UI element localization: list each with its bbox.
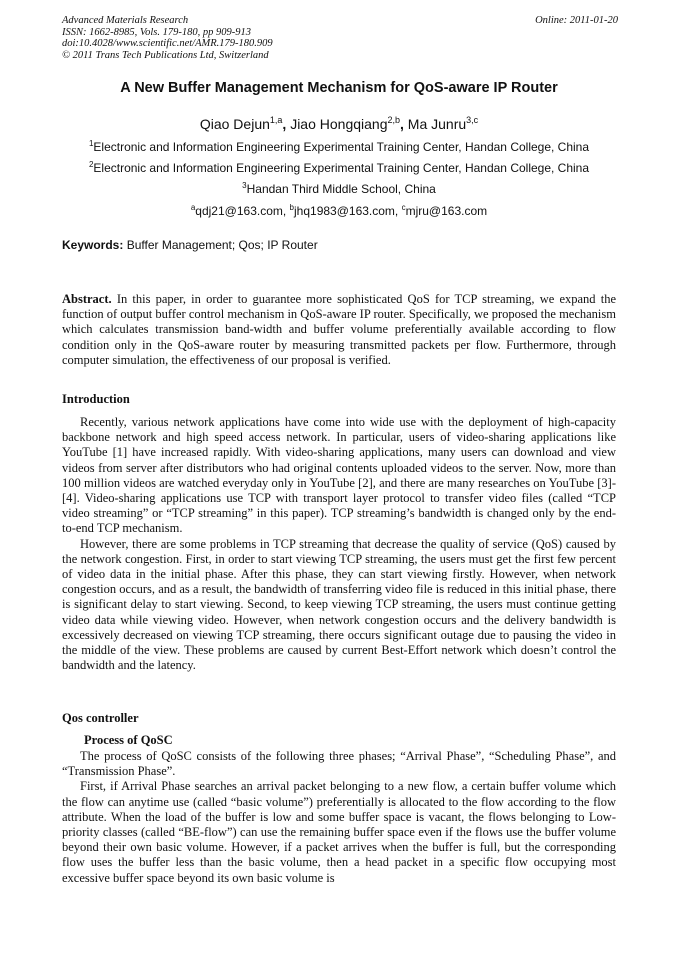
journal-name: Advanced Materials Research <box>62 15 189 26</box>
email-text: qdj21@163.com, <box>195 204 290 218</box>
affiliation-sup: 3 <box>242 181 247 190</box>
author-name: Ma Junru <box>407 116 467 132</box>
paragraph: The process of QoSC consists of the following three phases; “Arrival Phase”, “Scheduling Phase”, and “Transmission Phase”. <box>62 749 616 779</box>
affiliation-text: Handan Third Middle School, China <box>246 182 436 196</box>
author-sup: 1,a <box>269 115 283 125</box>
qos-body <box>62 749 616 886</box>
author-name: Qiao Dejun <box>199 116 270 132</box>
paragraph: First, if Arrival Phase searches an arrival packet belonging to a new flow, a certain buffer volume which the flow can anytime use (called “basic volume”) preferentially is allocated to the flow according to the flow attribute. When the load of the buffer is low and some buffer space is vacant, the flows belonging to Low-priority classes (called “BE-flow”) can use the remaining buffer space even if the flows use the buffer volume beyond their own basic volume. However, if a packet arrives when the buffer is full, but the corresponding flow uses the buffer less than the basic volume, then a head packet in a specific flow occupying most excessive buffer space beyond its own basic volume is <box>62 779 616 885</box>
author-list: Qiao Dejun$^{1,a}$, Jiao Hongqiang$^{2,b}$, Ma Junru$^{3,c}$ <box>199 115 479 132</box>
abstract <box>62 292 616 368</box>
author-name: Jiao Hongqiang <box>290 116 388 132</box>
abstract-text: In this paper, in order to guarantee more sophisticated QoS for TCP streaming, we expand the function of output buffer control mechanism in QoS-aware IP router. Specifically, we proposed the mechanism which calculates transmission band-width and buffer volume preferentially available according to flow condition only in the QoS-aware router by measuring transmitted packets per flow. Furthermore, through computer simulation, the effectiveness of our proposal is verified. <box>62 292 616 367</box>
affiliation-sup: 2 <box>88 160 94 169</box>
author-sup: 3,c <box>466 115 479 125</box>
paper-title: A New Buffer Management Mechanism for QoS-aware IP Router <box>120 80 558 96</box>
email-sup: b <box>289 203 294 212</box>
copyright-line: © 2011 Trans Tech Publications Ltd, Switzerland <box>62 49 269 61</box>
affiliation-text: Electronic and Information Engineering Experimental Training Center, Handan College, China <box>93 140 590 154</box>
online-date: Online: 2011-01-20 <box>535 15 618 26</box>
section-heading-qos-controller: Qos controller <box>62 711 139 725</box>
keywords-text: Buffer Management; Qos; IP Router <box>123 238 318 252</box>
affiliation-2 <box>0 160 678 175</box>
affiliation-3 <box>0 181 678 196</box>
author-sup: 2,b <box>387 115 400 125</box>
email-sup: a <box>190 203 196 212</box>
paragraph: However, there are some problems in TCP streaming that decrease the quality of service (QoS) caused by the network congestion. First, in order to start viewing TCP streaming, the users must get the first few percent of video data in the initial phase. After this phase, they can start viewing firstly. However, when network congestion occurs, and as a result, the bandwidth of transferring video file is reduced in this initial phase, there is significant delay to start viewing. Second, to keep viewing TCP streaming, the users must continue getting video data while viewing video. However, when network congestion occurs and the delivery bandwidth is excessively decreased on viewing TCP streaming, there occurs significant outage due to pausing the video in the middle of the view. These problems are caused by current Best-Effort network which doesn’t control the bandwidth and the latency. <box>62 536 616 673</box>
section-heading-introduction: Introduction <box>62 392 130 406</box>
keywords-label: Keywords: <box>62 238 124 252</box>
email-sup: c <box>401 203 406 212</box>
affiliation-1 <box>0 139 678 154</box>
doi-line: doi:10.4028/www.scientific.net/AMR.179-180.909 <box>62 38 273 49</box>
abstract-label: Abstract. <box>62 292 112 306</box>
email-text: jhq1983@163.com, <box>294 204 402 218</box>
issn-line: ISSN: 1662-8985, Vols. 179-180, pp 909-913 <box>62 26 251 38</box>
journal-header <box>62 15 618 61</box>
affiliation-text: Electronic and Information Engineering Experimental Training Center, Handan College, China <box>93 161 590 175</box>
introduction-body <box>62 415 616 673</box>
subsection-heading-process: Process of QoSC <box>84 733 173 747</box>
affiliation-sup: 1 <box>88 139 94 148</box>
keywords <box>62 238 618 252</box>
email-text: mjru@163.com <box>405 204 488 218</box>
email-list <box>0 203 678 218</box>
paragraph: Recently, various network applications have come into wide use with the deployment of high-capacity backbone network and high speed access network. In particular, users of video-sharing applications like YouTube [1] have increased rapidly. With video-sharing applications, many users can download and view videos from server after distributors who had original contents uploaded videos to the server. Now, more than 100 million videos are watched everyday only in YouTube [2], and there are many researches on YouTube [3]-[4]. Video-sharing applications use TCP with transport layer protocol to transfer video files (called “TCP video streaming” or “TCP streaming” in this paper). TCP streaming’s bandwidth is changed only by the end-to-end TCP mechanism. <box>62 415 616 536</box>
